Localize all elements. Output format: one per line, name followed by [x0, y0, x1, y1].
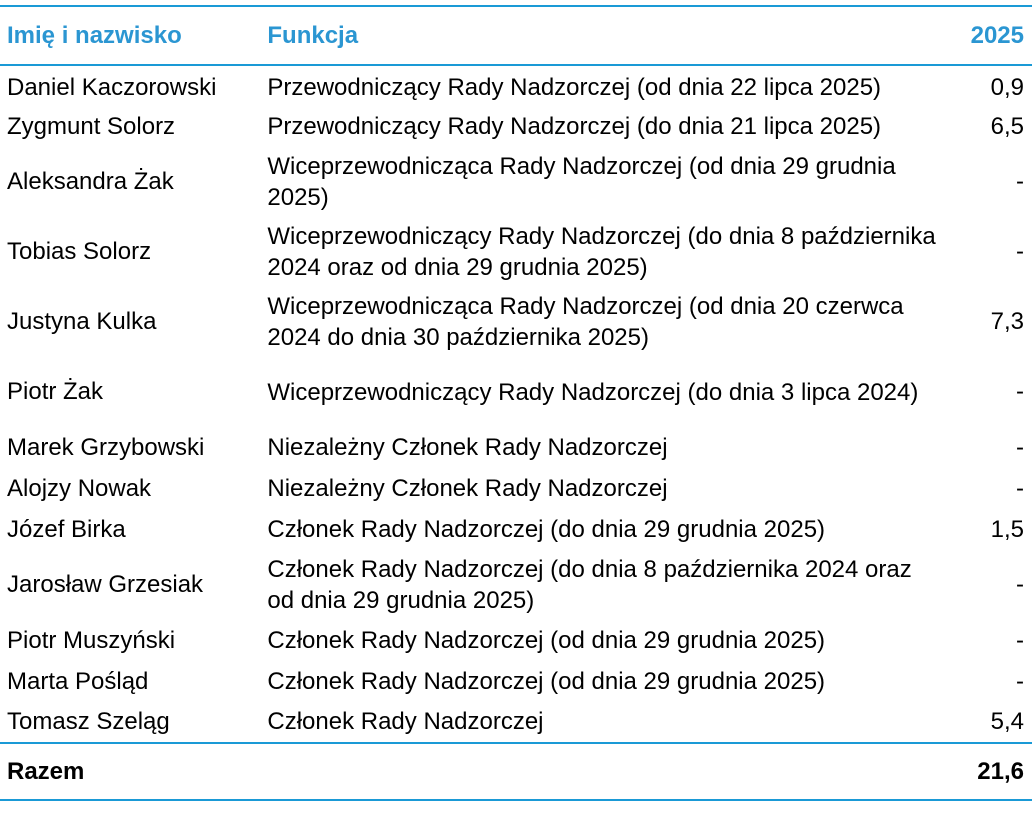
cell-function: Członek Rady Nadzorczej (od dnia 29 grudnia 2025)	[267, 626, 826, 654]
cell-value: -	[1016, 667, 1024, 695]
cell-value: -	[1016, 571, 1024, 598]
cell-function: Członek Rady Nadzorczej	[267, 708, 544, 735]
cell-name: Aleksandra Żak	[7, 168, 174, 195]
cell-value: -	[1016, 474, 1024, 502]
cell-value: 7,3	[990, 308, 1024, 335]
total-label: Razem	[7, 757, 85, 785]
cell-name: Alojzy Nowak	[7, 474, 152, 502]
cell-function: Wiceprzewodnicząca Rady Nadzorczej (od dnia 29 grudnia 2025)	[267, 153, 896, 211]
cell-name: Daniel Kaczorowski	[7, 74, 217, 101]
header-name: Imię i nazwisko	[7, 21, 182, 49]
cell-name: Józef Birka	[7, 515, 126, 543]
table-row	[0, 702, 1032, 743]
cell-function: Wiceprzewodniczący Rady Nadzorczej (do dnia 3 lipca 2024)	[267, 378, 919, 406]
cell-value: -	[1016, 626, 1024, 654]
table-row	[0, 468, 1032, 509]
table-row	[0, 550, 1032, 620]
table-row	[0, 661, 1032, 702]
cell-name: Jarosław Grzesiak	[7, 571, 204, 598]
total-spacer	[260, 743, 937, 800]
table-row	[0, 620, 1032, 661]
total-value: 21,6	[977, 757, 1024, 785]
table-footer	[0, 743, 1032, 800]
table-row	[0, 357, 1032, 427]
cell-value: -	[1016, 378, 1024, 405]
header-function: Funkcja	[267, 21, 359, 49]
cell-name: Tomasz Szeląg	[7, 708, 170, 735]
cell-value: 5,4	[990, 708, 1024, 735]
table-row	[0, 287, 1032, 357]
table-header	[0, 6, 1032, 65]
header-year: 2025	[970, 21, 1024, 49]
table-row	[0, 509, 1032, 550]
cell-function: Członek Rady Nadzorczej (do dnia 8 października 2024 oraz od dnia 29 grudnia 2025)	[267, 556, 912, 614]
table-row	[0, 147, 1032, 217]
cell-function: Wiceprzewodnicząca Rady Nadzorczej (od dnia 20 czerwca 2024 do dnia 30 października 2025)	[267, 293, 904, 351]
cell-function: Przewodniczący Rady Nadzorczej (od dnia 22 lipca 2025)	[267, 74, 882, 101]
cell-value: -	[1016, 238, 1024, 265]
cell-value: 0,9	[990, 74, 1024, 101]
cell-function: Członek Rady Nadzorczej (od dnia 29 grudnia 2025)	[267, 667, 826, 695]
cell-function: Niezależny Członek Rady Nadzorczej	[267, 433, 668, 461]
table-row	[0, 217, 1032, 287]
cell-value: -	[1016, 168, 1024, 195]
cell-name: Marta Pośląd	[7, 667, 149, 695]
supervisory-board-remuneration-table	[0, 5, 1032, 801]
table-body	[0, 65, 1032, 743]
table-row	[0, 427, 1032, 468]
cell-name: Piotr Żak	[7, 378, 104, 405]
cell-value: 1,5	[990, 515, 1024, 543]
cell-function: Niezależny Członek Rady Nadzorczej	[267, 474, 668, 502]
cell-function: Wiceprzewodniczący Rady Nadzorczej (do dnia 8 października 2024 oraz od dnia 29 grudnia 2025)	[267, 223, 936, 281]
table-row	[0, 106, 1032, 147]
cell-value: 6,5	[990, 112, 1024, 140]
cell-name: Marek Grzybowski	[7, 433, 205, 461]
total-row	[0, 743, 1032, 800]
cell-name: Tobias Solorz	[7, 238, 152, 265]
cell-name: Justyna Kulka	[7, 308, 157, 335]
cell-function: Przewodniczący Rady Nadzorczej (do dnia 21 lipca 2025)	[267, 112, 882, 140]
table-row	[0, 65, 1032, 106]
cell-name: Zygmunt Solorz	[7, 112, 176, 140]
cell-name: Piotr Muszyński	[7, 626, 176, 654]
cell-value: -	[1016, 433, 1024, 461]
cell-function: Członek Rady Nadzorczej (do dnia 29 grudnia 2025)	[267, 515, 826, 543]
header-row	[0, 6, 1032, 65]
